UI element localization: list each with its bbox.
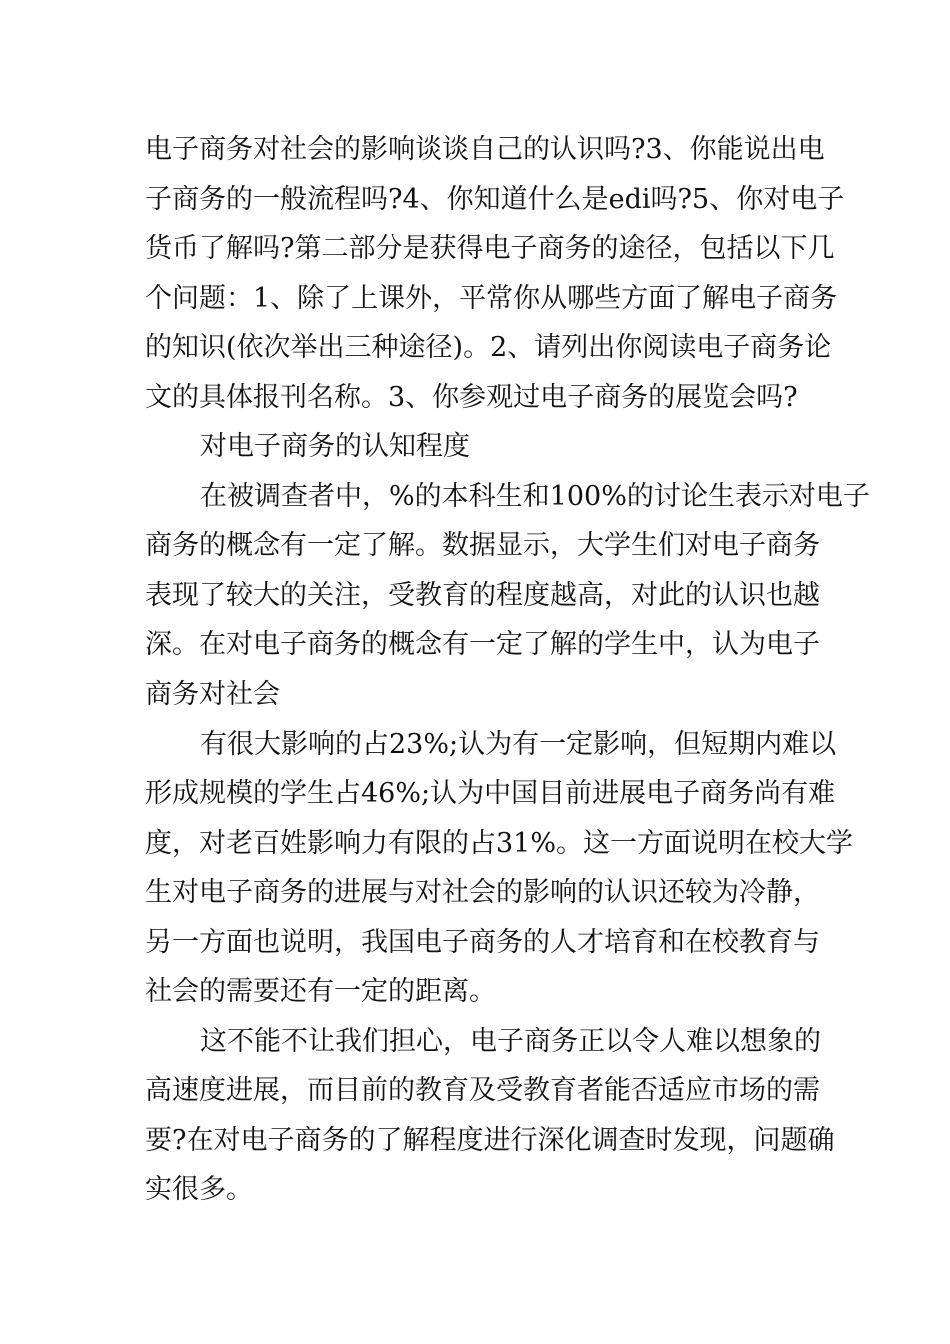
paragraph-1-line-2: 子商务的一般流程吗?4、你知道什么是edi吗?5、你对电子 bbox=[145, 184, 845, 215]
paragraph-4-line-3: 度，对老百姓影响力有限的占31%。这一方面说明在校大学 bbox=[145, 828, 854, 859]
paragraph-1-line-5: 的知识(依次举出三种途径)。2、请列出你阅读电子商务论 bbox=[145, 332, 832, 363]
paragraph-3-line-5: 商务对社会 bbox=[145, 679, 280, 710]
section-heading: 对电子商务的认知程度 bbox=[200, 431, 470, 462]
paragraph-4-line-5: 另一方面也说明，我国电子商务的人才培育和在校教育与 bbox=[145, 927, 820, 958]
paragraph-1-line-3: 货币了解吗?第二部分是获得电子商务的途径，包括以下几 bbox=[145, 233, 835, 264]
paragraph-4-line-1: 有很大影响的占23%;认为有一定影响，但短期内难以 bbox=[200, 729, 837, 760]
paragraph-3-line-3: 表现了较大的关注，受教育的程度越高，对此的认识也越 bbox=[145, 580, 820, 611]
paragraph-5-line-1: 这不能不让我们担心，电子商务正以令人难以想象的 bbox=[200, 1026, 821, 1057]
paragraph-1-line-6: 文的具体报刊名称。3、你参观过电子商务的展览会吗? bbox=[145, 382, 798, 413]
paragraph-5-line-2: 高速度进展，而目前的教育及受教育者能否适应市场的需 bbox=[145, 1075, 820, 1106]
paragraph-4-line-2: 形成规模的学生占46%;认为中国目前进展电子商务尚有难 bbox=[145, 778, 836, 809]
paragraph-3-line-4: 深。在对电子商务的概念有一定了解的学生中，认为电子 bbox=[145, 629, 820, 660]
paragraph-1-line-4: 个问题：1、除了上课外，平常你从哪些方面了解电子商务 bbox=[145, 283, 838, 314]
paragraph-3-line-1: 在被调查者中，%的本科生和100%的讨论生表示对电子 bbox=[200, 481, 870, 512]
paragraph-5-line-3: 要?在对电子商务的了解程度进行深化调查时发现，问题确 bbox=[145, 1125, 835, 1156]
paragraph-5-line-4: 实很多。 bbox=[145, 1174, 253, 1205]
paragraph-4-line-6: 社会的需要还有一定的距离。 bbox=[145, 976, 496, 1007]
paragraph-3-line-2: 商务的概念有一定了解。数据显示，大学生们对电子商务 bbox=[145, 530, 820, 561]
paragraph-1-line-1: 电子商务对社会的影响谈谈自己的认识吗?3、你能说出电 bbox=[145, 134, 825, 165]
paragraph-4-line-4: 生对电子商务的进展与对社会的影响的认识还较为冷静， bbox=[145, 877, 820, 908]
